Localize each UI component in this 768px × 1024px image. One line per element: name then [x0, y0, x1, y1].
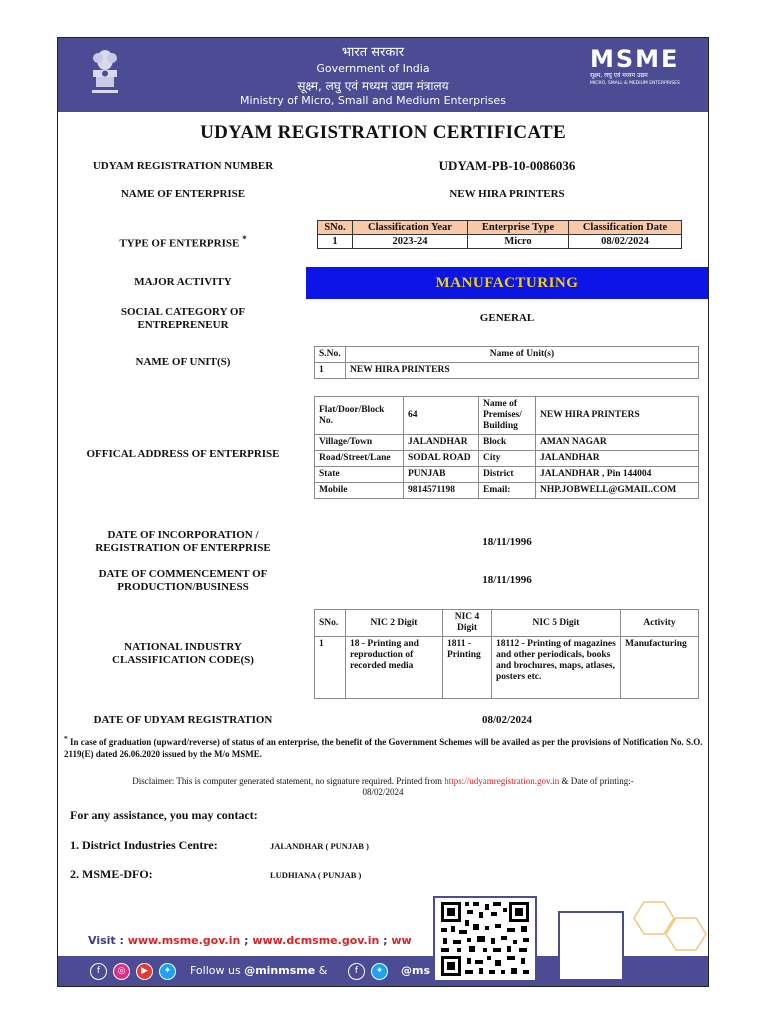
dic-label: 1. District Industries Centre: [70, 838, 218, 852]
instagram-icon[interactable]: ◎ [113, 963, 130, 980]
table-row: 1 2023-24 Micro 08/02/2024 [318, 235, 682, 249]
enterprise-name-label: NAME OF ENTERPRISE [120, 188, 246, 200]
table-row: 1 18 - Printing and reproduction of recorded media 1811 - Printing 18112 - Printing of magazines and other periodicals, books and brochures, maps, atlases, posters etc. Manufacturing [315, 637, 699, 699]
classification-table [317, 220, 682, 249]
table-row: Village/Town JALANDHAR Block AMAN NAGAR [315, 435, 699, 451]
facebook-icon[interactable]: f [90, 963, 107, 980]
facebook-icon[interactable]: f [348, 963, 365, 980]
table-row: Flat/Door/Block No. 64 Name of Premises/ Building NEW HIRA PRINTERS [315, 397, 699, 435]
hexagon-pattern-icon [624, 898, 708, 956]
incorporation-value: 18/11/1996 [482, 536, 532, 548]
table-header-row: S.No. Name of Unit(s) [315, 347, 699, 363]
follow-text: Follow us @minmsme & [190, 964, 328, 977]
hexagon-decoration [558, 911, 624, 981]
qr-code-icon [435, 898, 535, 980]
dcmsme-link[interactable]: www.dcmsme.gov.in [252, 934, 380, 947]
enterprise-name-value: NEW HIRA PRINTERS [449, 188, 565, 200]
disclaimer: Disclaimer: This is computer generated statement, no signature required. Printed from https://udyamregistration.gov.in & Date of printing:- 08/02/2024 [132, 776, 634, 797]
units-label: NAME OF UNIT(S) [135, 356, 231, 368]
table-row: 1 NEW HIRA PRINTERS [315, 363, 699, 379]
header-hindi-govt: भारत सरकार [341, 45, 405, 60]
table-row: Mobile 9814571198 Email: NHP.JOBWELL@GMAIL.COM [315, 483, 699, 499]
udyam-portal-link[interactable]: https://udyamregistration.gov.in [444, 776, 560, 786]
header-hindi-ministry: सूक्ष्म, लघु एवं मध्यम उद्यम मंत्रालय [297, 79, 449, 93]
msme-logo: MSME सूक्ष्म, लघु एवं मध्यम उद्यम MICRO, SMALL & MEDIUM ENTERPRISES [590, 45, 680, 86]
certificate-title: UDYAM REGISTRATION CERTIFICATE [200, 122, 566, 143]
certificate [57, 37, 709, 987]
incorporation-label: DATE OF INCORPORATION / REGISTRATION OF ENTERPRISE [95, 529, 271, 554]
table-row: State PUNJAB District JALANDHAR , Pin 144004 [315, 467, 699, 483]
header-english-ministry: Ministry of Micro, Small and Medium Enterprises [240, 94, 506, 107]
address-label: OFFICAL ADDRESS OF ENTERPRISE [86, 448, 280, 460]
dfo-label: 2. MSME-DFO: [70, 867, 153, 881]
udyam-date-label: DATE OF UDYAM REGISTRATION [93, 714, 273, 726]
major-activity-value: MANUFACTURING [306, 267, 708, 299]
table-header-row: SNo. NIC 2 Digit NIC 4 Digit NIC 5 Digit Activity [315, 610, 699, 637]
address-table [314, 396, 699, 499]
twitter-icon[interactable]: ✦ [159, 963, 176, 980]
major-activity-label: MAJOR ACTIVITY [134, 276, 232, 288]
reg-number-label: UDYAM REGISTRATION NUMBER [92, 160, 274, 172]
commencement-value: 18/11/1996 [482, 574, 532, 586]
contact-heading: For any assistance, you may contact: [70, 808, 258, 822]
graduation-note: * In case of graduation (upward/reverse) of status of an enterprise, the benefit of the Government Schemes will be availed as per the provisions of Notification No. S.O. 2119(E) dated 26.06.2020 issued by the M/o MSME. [64, 734, 703, 759]
nic-label: NATIONAL INDUSTRY CLASSIFICATION CODE(S) [112, 641, 254, 666]
udyam-date-value: 08/02/2024 [481, 714, 533, 726]
header-english-govt: Government of India [316, 62, 430, 75]
commencement-label: DATE OF COMMENCEMENT OF PRODUCTION/BUSINESS [98, 568, 268, 593]
national-emblem-icon [88, 46, 122, 100]
type-label: TYPE OF ENTERPRISE * [119, 234, 247, 250]
dic-value: JALANDHAR ( PUNJAB ) [270, 841, 369, 851]
msme-link[interactable]: www.msme.gov.in [127, 934, 241, 947]
qr-code [433, 896, 537, 982]
nic-table [314, 609, 699, 699]
youtube-icon[interactable]: ▶ [136, 963, 153, 980]
follow-handle: @ms [401, 964, 431, 977]
social-category-label: SOCIAL CATEGORY OF ENTREPRENEUR [120, 306, 246, 331]
units-table [314, 346, 699, 379]
header-banner [58, 38, 708, 112]
table-header-row: SNo. Classification Year Enterprise Type Classification Date [318, 221, 682, 235]
social-category-value: GENERAL [479, 312, 535, 324]
table-row: Road/Street/Lane SODAL ROAD City JALANDHAR [315, 451, 699, 467]
dfo-value: LUDHIANA ( PUNJAB ) [270, 870, 362, 880]
reg-number-value: UDYAM-PB-10-0086036 [438, 158, 576, 173]
twitter-icon[interactable]: ✦ [371, 963, 388, 980]
footer-links: Visit : www.msme.gov.in ; www.dcmsme.gov.in ; ww [88, 934, 412, 947]
